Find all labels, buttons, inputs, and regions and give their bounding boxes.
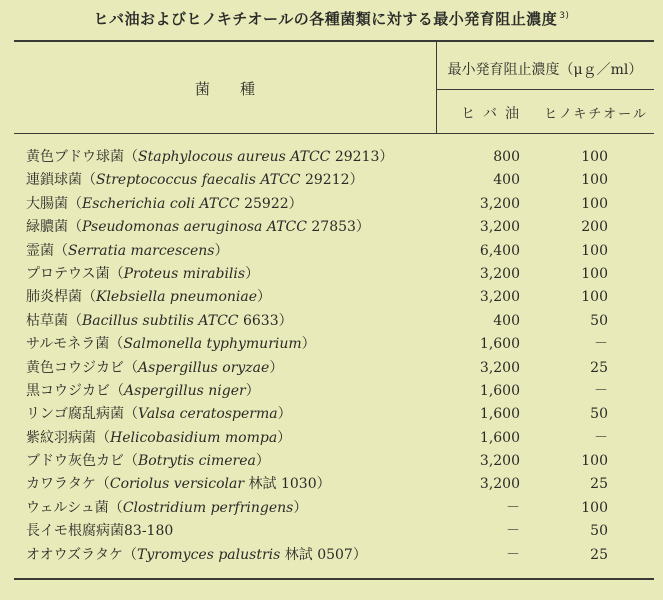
hinokitiol-value: － [594,336,608,353]
species-name [26,333,316,356]
species-scientific-name: Valsa ceratosperma [138,406,278,423]
species-scientific-name: Streptococcus faecalis ATCC [96,172,301,189]
species-japanese-name: リンゴ腐乱病菌（ [26,406,138,423]
species-japanese-name: ブドウ灰色カビ（ [26,453,138,470]
species-name [26,286,271,309]
species-scientific-name: Helicobasidium mompa [110,429,278,446]
species-name [26,497,307,520]
species-strain: ） [214,242,229,259]
species-strain: ） [245,265,260,282]
table-row [0,333,663,356]
header-column-divider [436,42,437,133]
hinokitiol-value: － [594,382,608,399]
species-name [26,427,291,450]
species-scientific-name: Botrytis cimerea [138,453,256,470]
species-name [26,473,331,496]
species-japanese-name: オオウズラタケ（ [26,546,138,563]
hiba-oil-value: 400 [493,312,520,329]
table-row [0,310,663,333]
hiba-oil-value: 3,200 [479,289,520,306]
species-strain: 6633） [238,312,293,329]
hiba-oil-value: 1,600 [479,429,520,446]
hiba-oil-value: 6,400 [479,242,520,259]
table-row [0,357,663,380]
hiba-oil-value: － [506,499,520,516]
hinokitiol-value: 25 [590,546,608,563]
table-title [0,8,663,29]
species-strain: ） [245,382,260,399]
hinokitiol-value: 100 [581,499,608,516]
hinokitiol-value: 50 [590,406,608,423]
table-row [0,427,663,450]
hiba-oil-value: 3,200 [479,219,520,236]
species-name [26,520,173,543]
table-row [0,497,663,520]
table-row [0,450,663,473]
species-strain: 29212） [300,172,364,189]
hinokitiol-value: 200 [581,219,608,236]
species-strain: 林試 1030） [244,476,331,493]
hinokitiol-value: 100 [581,195,608,212]
species-name [26,263,259,286]
species-japanese-name: カワラタケ（ [26,476,110,493]
species-japanese-name: 霊菌（ [26,242,68,259]
species-strain: 27853） [306,219,370,236]
table-row [0,193,663,216]
species-japanese-name: プロテウス菌（ [26,265,124,282]
species-japanese-name: 緑膿菌（ [26,219,82,236]
hinokitiol-value: 100 [581,453,608,470]
species-japanese-name: 大腸菌（ [26,195,82,212]
table-row [0,240,663,263]
species-name [26,169,364,192]
header-bottom-rule [14,133,654,134]
species-name [26,310,293,333]
reference-marker: 3) [559,11,570,21]
hiba-oil-value: 3,200 [479,195,520,212]
species-name [26,193,303,216]
species-japanese-name: 連鎖球菌（ [26,172,96,189]
table-row [0,520,663,543]
hiba-oil-value: 1,600 [479,382,520,399]
table-row [0,286,663,309]
species-strain: 29213） [330,149,394,165]
hinokitiol-value: 25 [590,476,608,493]
species-name [26,146,393,169]
table-body [0,146,663,567]
hiba-oil-value: 3,200 [479,453,520,470]
hiba-oil-value: 3,200 [479,265,520,282]
species-japanese-name: 長イモ根腐病菌83-180 [26,523,174,540]
table-row [0,146,663,169]
species-name [26,380,260,403]
hiba-oil-value: 3,200 [479,359,520,376]
species-japanese-name: 黄色コウジカビ（ [26,359,138,376]
species-scientific-name: Bacillus subtilis ATCC [82,312,239,329]
table-row [0,403,663,426]
species-scientific-name: Pseudomonas aeruginosa ATCC [82,219,307,236]
table-row [0,216,663,239]
mic-group-header: 最小発育阻止濃度（μｇ／ml） [447,62,643,78]
species-scientific-name: Tyromyces palustris [137,546,281,563]
hinokitiol-column-header: ヒノキチオール [544,107,648,122]
species-strain: ） [269,359,284,376]
species-name [26,216,370,239]
species-japanese-name: 枯草菌（ [26,312,82,329]
table-bottom-rule [14,578,654,580]
hinokitiol-value: － [594,429,608,446]
hinokitiol-value: 100 [581,149,608,165]
species-scientific-name: Coriolus versicolar [109,476,245,493]
species-name [26,544,367,567]
species-scientific-name: Proteus mirabilis [123,265,246,282]
species-scientific-name: Salmonella typhymurium [123,336,302,353]
hiba-oil-value: － [506,546,520,563]
species-name [26,403,292,426]
hinokitiol-value: 100 [581,289,608,306]
hinokitiol-value: 100 [581,265,608,282]
hiba-oil-value: 1,600 [479,336,520,353]
species-column-header: 菌種 [194,80,285,98]
table-row [0,263,663,286]
table-top-rule [14,40,654,42]
hiba-oil-value: 1,600 [479,406,520,423]
table-row [0,473,663,496]
species-japanese-name: 紫紋羽病菌（ [26,429,110,446]
species-scientific-name: Staphylocous aureus ATCC [138,149,331,165]
hiba-oil-value: 3,200 [479,476,520,493]
species-scientific-name: Clostridium perfringens [122,499,294,516]
species-name [26,450,270,473]
hiba-oil-value: － [506,523,520,540]
species-strain: 25922） [239,195,303,212]
species-name [26,357,283,380]
species-name [26,240,228,263]
header-subrule [436,89,654,90]
species-scientific-name: Aspergillus oryzae [138,359,270,376]
hinokitiol-value: 100 [581,242,608,259]
species-scientific-name: Klebsiella pneumoniae [96,289,257,306]
title-text: ヒバ油およびヒノキチオールの各種菌類に対する最小発育阻止濃度 [93,10,558,28]
species-scientific-name: Aspergillus niger [124,382,246,399]
species-scientific-name: Escherichia coli ATCC [82,195,240,212]
species-strain: ） [301,336,316,353]
species-japanese-name: サルモネラ菌（ [26,336,124,353]
species-strain: ） [277,406,292,423]
hinokitiol-value: 50 [590,523,608,540]
table-row [0,544,663,567]
species-japanese-name: 肺炎桿菌（ [26,289,96,306]
species-scientific-name: Serratia marcescens [68,242,215,259]
hinokitiol-value: 100 [581,172,608,189]
species-strain: 林試 0507） [280,546,367,563]
hiba-oil-column-header: ヒバ油 [461,106,527,122]
hinokitiol-value: 25 [590,359,608,376]
species-strain: ） [293,499,308,516]
species-japanese-name: ウェルシュ菌（ [26,499,123,516]
hiba-oil-value: 800 [493,149,520,165]
species-strain: ） [277,429,292,446]
table-row [0,169,663,192]
species-strain: ） [255,453,270,470]
species-japanese-name: 黒コウジカビ（ [26,382,124,399]
species-japanese-name: 黄色ブドウ球菌（ [26,149,138,165]
species-strain: ） [257,289,271,306]
hiba-oil-value: 400 [493,172,520,189]
table-row [0,380,663,403]
hinokitiol-value: 50 [590,312,608,329]
